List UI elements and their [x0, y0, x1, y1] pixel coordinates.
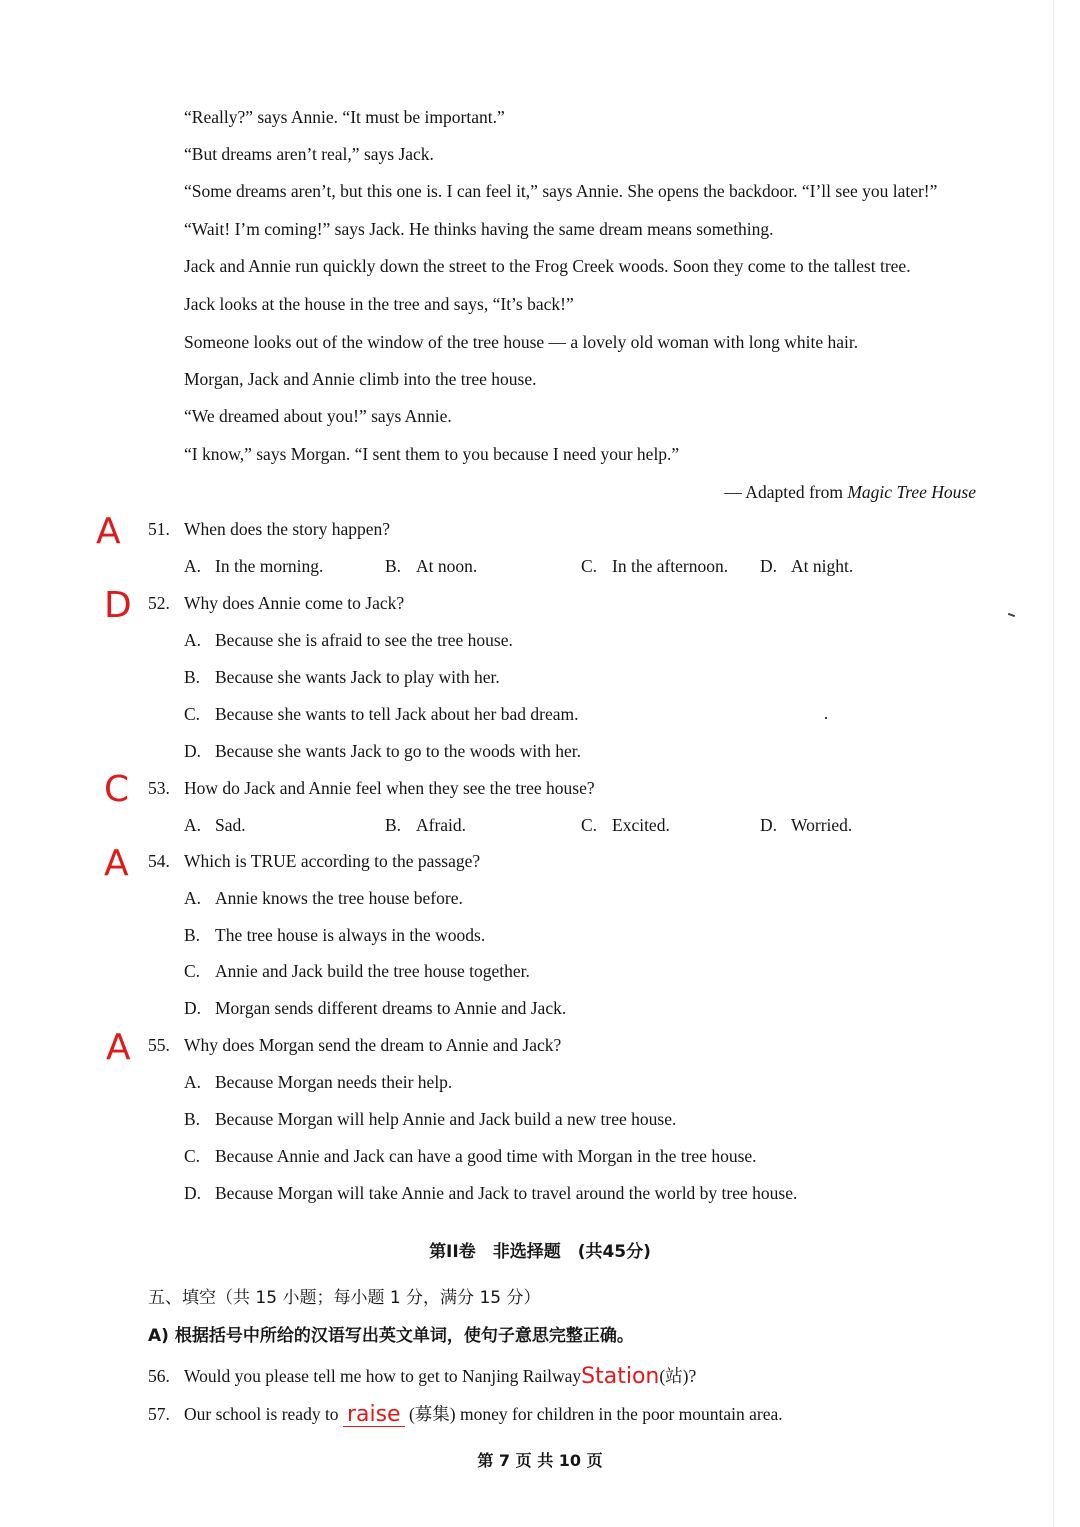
question-number: 51. — [148, 519, 170, 539]
option-53-d: D. Worried. — [760, 815, 853, 835]
question-text: Why does Annie come to Jack? — [184, 593, 405, 613]
question-text: How do Jack and Annie feel when they see the tree house? — [184, 778, 595, 798]
option-52-b: B. Because she wants Jack to play with her. — [184, 667, 500, 687]
source-attribution — [724, 481, 976, 503]
option-51-a: A. In the morning. — [184, 556, 324, 576]
option-55-a: A. Because Morgan needs their help. — [184, 1072, 453, 1092]
option-51-c: C. In the afternoon. — [581, 556, 729, 576]
option-52-c: C. Because she wants to tell Jack about her bad dream. — [184, 704, 579, 724]
story-line-4: “Wait! I’m coming!” says Jack. He thinks having the same dream means something. — [184, 219, 774, 239]
option-51-d: D. At night. — [760, 556, 854, 576]
handwritten-answer-53: C — [104, 769, 130, 810]
question-55 — [148, 1034, 561, 1056]
handwritten-answer-52: D — [104, 585, 132, 626]
story-line-9: “We dreamed about you!” says Annie. — [184, 406, 452, 426]
question-text: When does the story happen? — [184, 519, 391, 539]
question-text: Which is TRUE according to the passage? — [184, 851, 481, 871]
source-prefix: — Adapted from — [724, 482, 848, 502]
option-53-b: B. Afraid. — [385, 815, 467, 835]
question-text-after: (募集) money for children in the poor mountain area. — [404, 1404, 783, 1424]
question-number: 54. — [148, 851, 170, 871]
question-52 — [148, 592, 404, 614]
handwritten-answer-56: Station — [581, 1364, 660, 1389]
scan-speck — [1008, 613, 1015, 617]
question-56 — [148, 1365, 696, 1388]
question-text-after: (站)? — [659, 1366, 697, 1386]
question-53 — [148, 777, 595, 799]
section-5-title: 五、填空（共 15 小题；每小题 1 分，满分 15 分） — [148, 1288, 541, 1308]
section-5a-instruction: A) 根据括号中所给的汉语写出英文单词，使句子意思完整正确。 — [148, 1326, 634, 1346]
page-edge-shadow — [1053, 0, 1054, 1527]
question-number: 56. — [148, 1366, 170, 1386]
option-55-d: D. Because Morgan will take Annie and Jack to travel around the world by tree house. — [184, 1183, 798, 1203]
option-54-a: A. Annie knows the tree house before. — [184, 888, 463, 908]
part-2-heading: 第II卷 非选择题 (共45分) — [429, 1242, 651, 1262]
story-line-6: Jack looks at the house in the tree and says, “It’s back!” — [184, 294, 574, 314]
question-51 — [148, 518, 390, 540]
story-line-10: “I know,” says Morgan. “I sent them to you because I need your help.” — [184, 444, 680, 464]
question-text-before: Our school is ready to — [184, 1404, 343, 1424]
page-footer: 第 7 页 共 10 页 — [477, 1451, 603, 1470]
story-line-7: Someone looks out of the window of the tree house — a lovely old woman with long white hair. — [184, 332, 859, 352]
option-54-c: C. Annie and Jack build the tree house together. — [184, 961, 530, 981]
option-51-b: B. At noon. — [385, 556, 478, 576]
option-55-c: C. Because Annie and Jack can have a good time with Morgan in the tree house. — [184, 1146, 757, 1166]
scan-speck — [825, 717, 827, 719]
handwritten-answer-57: raise — [343, 1404, 405, 1427]
story-line-3: “Some dreams aren’t, but this one is. I can feel it,” says Annie. She opens the backdoor. “I’ll see you later!” — [184, 181, 938, 201]
question-number: 53. — [148, 778, 170, 798]
option-55-b: B. Because Morgan will help Annie and Jack build a new tree house. — [184, 1109, 677, 1129]
question-57 — [148, 1403, 783, 1427]
handwritten-answer-55: A — [106, 1027, 131, 1068]
option-52-d: D. Because she wants Jack to go to the woods with her. — [184, 741, 581, 761]
story-line-8: Morgan, Jack and Annie climb into the tree house. — [184, 369, 537, 389]
handwritten-answer-51: A — [96, 511, 121, 552]
story-line-5: Jack and Annie run quickly down the street to the Frog Creek woods. Soon they come to the tallest tree. — [184, 256, 911, 276]
question-number: 57. — [148, 1404, 170, 1424]
source-title: Magic Tree House — [847, 482, 976, 502]
question-text: Why does Morgan send the dream to Annie and Jack? — [184, 1035, 562, 1055]
question-54 — [148, 850, 480, 872]
option-53-c: C. Excited. — [581, 815, 670, 835]
option-53-a: A. Sad. — [184, 815, 246, 835]
handwritten-answer-54: A — [104, 843, 129, 884]
option-54-d: D. Morgan sends different dreams to Annie and Jack. — [184, 998, 567, 1018]
question-number: 55. — [148, 1035, 170, 1055]
story-line-1: “Really?” says Annie. “It must be important.” — [184, 107, 505, 127]
option-52-a: A. Because she is afraid to see the tree house. — [184, 630, 513, 650]
option-54-b: B. The tree house is always in the woods. — [184, 925, 486, 945]
question-number: 52. — [148, 593, 170, 613]
story-line-2: “But dreams aren’t real,” says Jack. — [184, 144, 434, 164]
question-text-before: Would you please tell me how to get to Nanjing Railway — [184, 1366, 582, 1386]
